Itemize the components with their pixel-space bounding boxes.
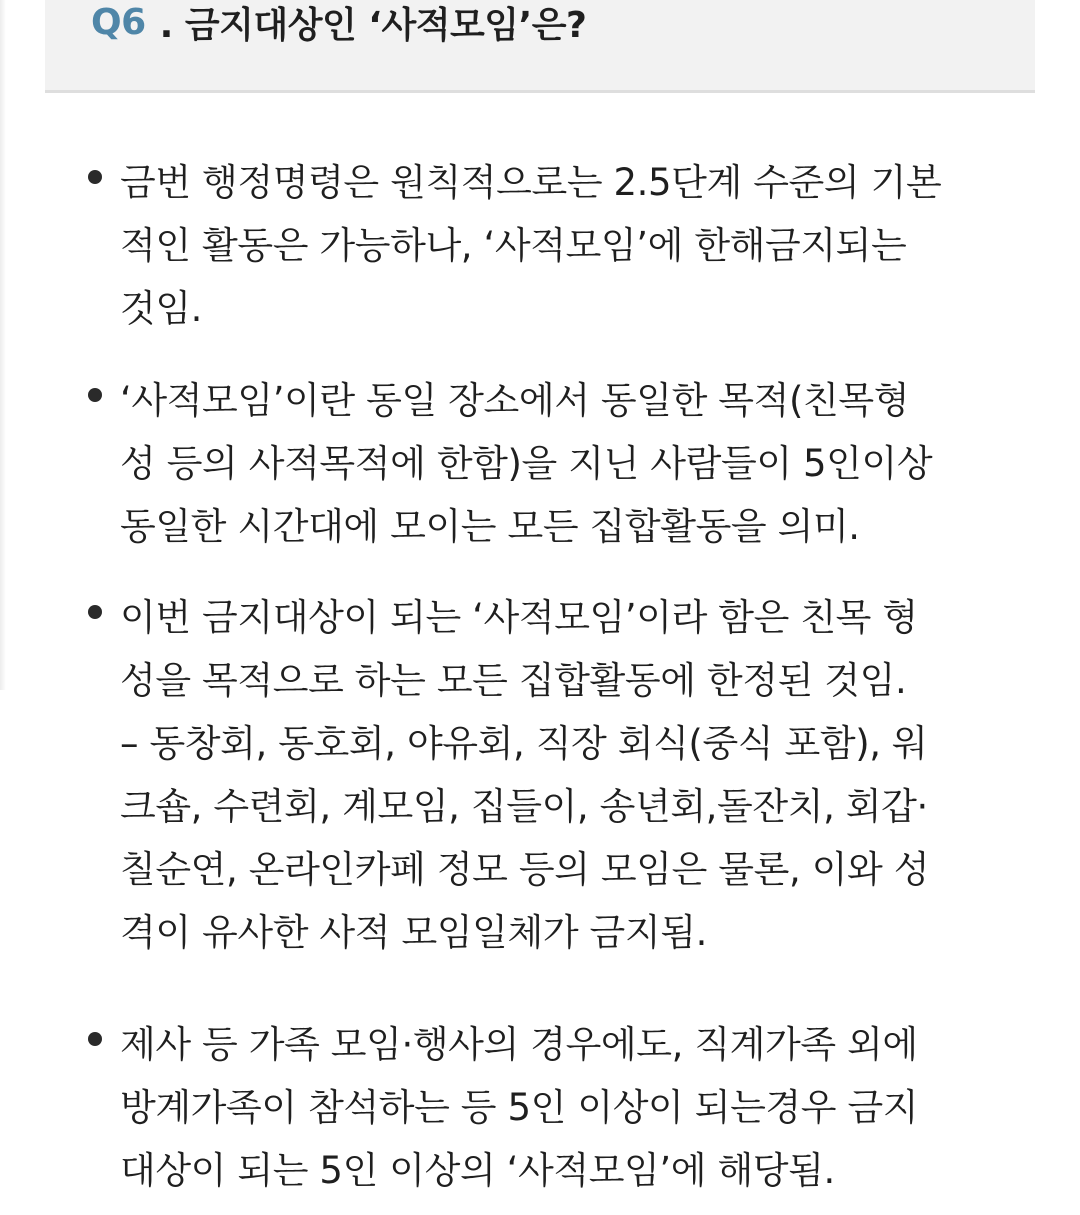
question-header (45, 0, 1035, 93)
bullet-text-line: 적인 활동은 가능하나, ‘사적모임’에 한해금지되는 (120, 224, 907, 267)
question-title (91, 0, 586, 44)
bullet-text-line: 대상이 되는 5인 이상의 ‘사적모임’에 해당됨. (120, 1149, 835, 1192)
bullet-icon (88, 605, 102, 619)
bullet-text-line: ‘사적모임’이란 동일 장소에서 동일한 목적(친목형 (120, 379, 910, 422)
bullet-text-line: 제사 등 가족 모임·행사의 경우에도, 직계가족 외에 (120, 1023, 918, 1066)
page-edge-shadow (0, 0, 6, 690)
question-number: Q6 (91, 1, 146, 43)
bullet-text-line: – 동창회, 동호회, 야유회, 직장 회식(중식 포함), 워 (120, 722, 928, 765)
bullet-text-line: 이번 금지대상이 되는 ‘사적모임’이라 함은 친목 형 (120, 596, 918, 639)
bullet-text-line: 성을 목적으로 하는 모든 집합활동에 한정된 것임. (120, 659, 907, 702)
bullet-icon (88, 1032, 102, 1046)
bullet-text-line: 크숍, 수련회, 계모임, 집들이, 송년회,돌잔치, 회갑· (120, 785, 928, 828)
bullet-icon (88, 388, 102, 402)
bullet-text-line: 칠순연, 온라인카페 정모 등의 모임은 물론, 이와 성 (120, 848, 930, 891)
bullet-text-line: 격이 유사한 사적 모임일체가 금지됨. (120, 911, 707, 954)
bullet-text-line: 성 등의 사적목적에 한함)을 지닌 사람들이 5인이상 (120, 442, 933, 485)
bullet-text-line: 것임. (120, 287, 203, 330)
bullet-text-line: 방계가족이 참석하는 등 5인 이상이 되는경우 금지 (120, 1086, 919, 1129)
bullet-text-line: 금번 행정명령은 원칙적으로는 2.5단계 수준의 기본 (120, 161, 942, 204)
bullet-icon (88, 170, 102, 184)
bullet-text-line: 동일한 시간대에 모이는 모든 집합활동을 의미. (120, 505, 860, 548)
question-text: . 금지대상인 ‘사적모임’은? (159, 4, 587, 46)
